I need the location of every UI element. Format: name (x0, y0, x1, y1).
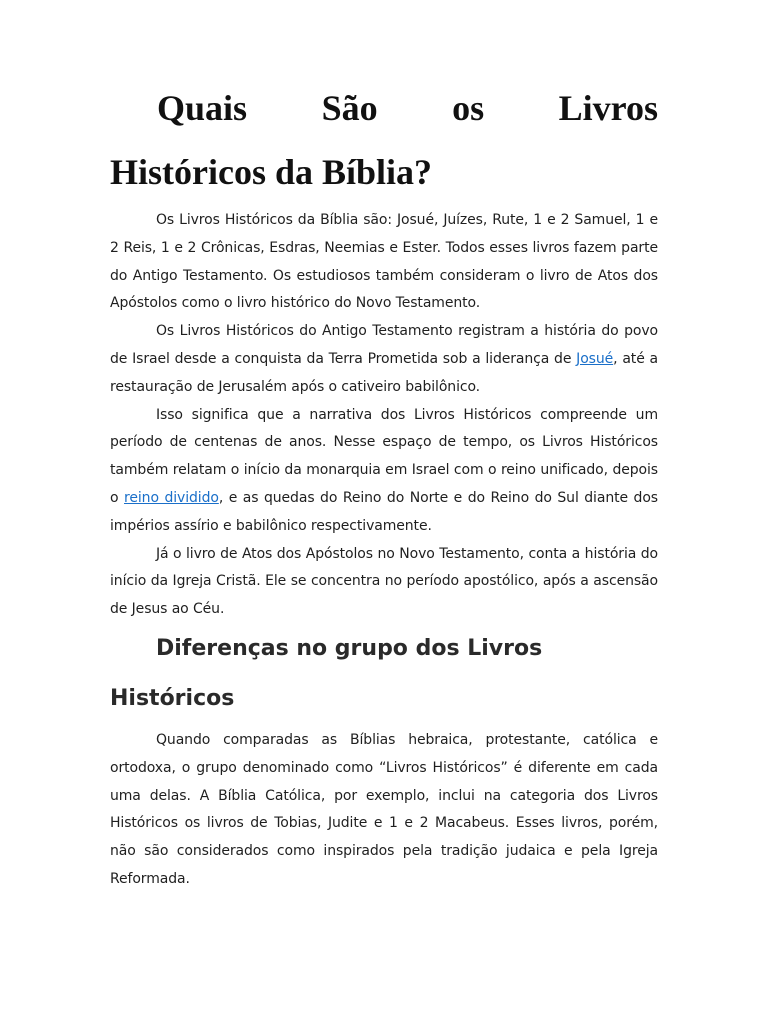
section1-body (110, 207, 658, 624)
section2-body (110, 727, 658, 894)
paragraph-diferencas: Quando comparadas as Bíblias hebraica, protestante, católica e ortodoxa, o grupo denominado como “Livros Históricos” é diferente em cada uma delas. A Bíblia Católica, por exemplo, inclui na categoria dos Livros Históricos os livros de Tobias, Judite e 1 e 2 Macabeus. Esses livros, porém, não são considerados como inspirados pela tradição judaica e pela Igreja Reformada. (110, 732, 658, 887)
title-word: Livros (558, 88, 658, 128)
title-word: os (452, 88, 485, 128)
paragraph-text: , e as quedas do Reino do Norte e do Reino do Sul diante dos impérios assírio e babilônico respectivamente. (110, 489, 658, 534)
page-title-line2: Históricos da Bíblia? (110, 152, 433, 192)
paragraph-narrativa (110, 402, 658, 541)
paragraph-text: , até a restauração de Jerusalém após o cativeiro babilônico. (110, 350, 658, 395)
title-word: Quais (157, 88, 248, 128)
link-reino-dividido[interactable]: reino dividido (124, 489, 219, 506)
paragraph-intro: Os Livros Históricos da Bíblia são: Josué, Juízes, Rute, 1 e 2 Samuel, 1 e 2 Reis, 1 e 2 Crônicas, Esdras, Neemias e Ester. Todos esses livros fazem parte do Antigo Testamento. Os estudiosos também consideram o livro de Atos dos Apóstolos como o livro histórico do Novo Testamento. (110, 212, 658, 312)
section-heading-line2: Históricos (110, 686, 235, 711)
paragraph-antigo-testamento (110, 318, 658, 401)
paragraph-atos: Já o livro de Atos dos Apóstolos no Novo Testamento, conta a história do início da Igreja Cristã. Ele se concentra no período apostólico, após a ascensão de Jesus ao Céu. (110, 545, 658, 618)
paragraph-text: Os Livros Históricos do Antigo Testamento registram a história do povo de Israel desde a conquista da Terra Prometida sob a liderança de (110, 323, 658, 367)
section-heading-line1: Diferenças no grupo dos Livros (156, 636, 543, 661)
paragraph-text: Isso significa que a narrativa dos Livros Históricos compreende um período de centenas de anos. Nesse espaço de tempo, os Livros Históricos também relatam o início da monarquia em Israel com o reino unificado, depois o (110, 406, 658, 506)
page-title-line1 (157, 88, 658, 128)
title-word: São (321, 88, 378, 128)
link-josue[interactable]: Josué (576, 350, 614, 367)
